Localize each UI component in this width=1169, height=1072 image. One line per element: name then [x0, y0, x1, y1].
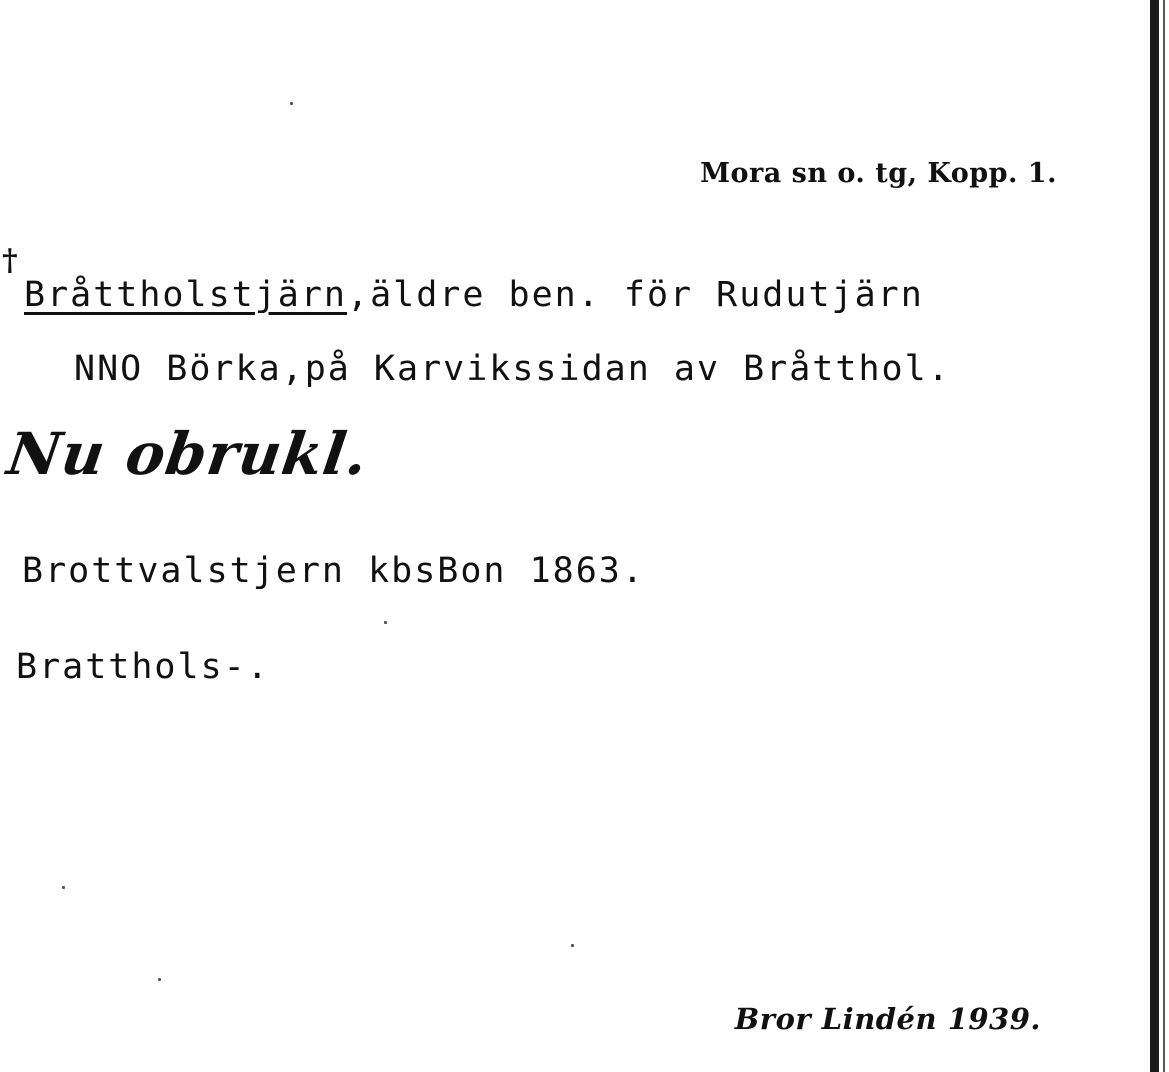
headword: Bråttholstjärn — [24, 275, 348, 315]
handwritten-note: Nu obrukl. — [3, 420, 373, 488]
paper-speck — [290, 102, 293, 105]
paper-speck — [158, 978, 161, 981]
card-edge-border — [1150, 0, 1159, 1072]
signature: Bror Lindén 1939. — [734, 1002, 1041, 1036]
entry-line-1 — [24, 275, 924, 315]
obsolete-mark-icon: † — [2, 243, 18, 278]
parish-reference: Mora sn o. tg, Kopp. 1. — [700, 158, 1057, 189]
entry-line-2: NNO Börka,på Karvikssidan av Bråtthol. — [74, 349, 951, 389]
source-form: Brottvalstjern kbsBon 1863. — [22, 551, 645, 591]
paper-speck — [571, 944, 574, 947]
entry-line-1-rest: ,äldre ben. för Rudutjärn — [347, 275, 924, 315]
card-edge-shadow — [1163, 0, 1165, 1072]
paper-speck — [62, 886, 65, 889]
variant-form: Bratthols-. — [16, 647, 270, 687]
paper-speck — [384, 621, 387, 624]
